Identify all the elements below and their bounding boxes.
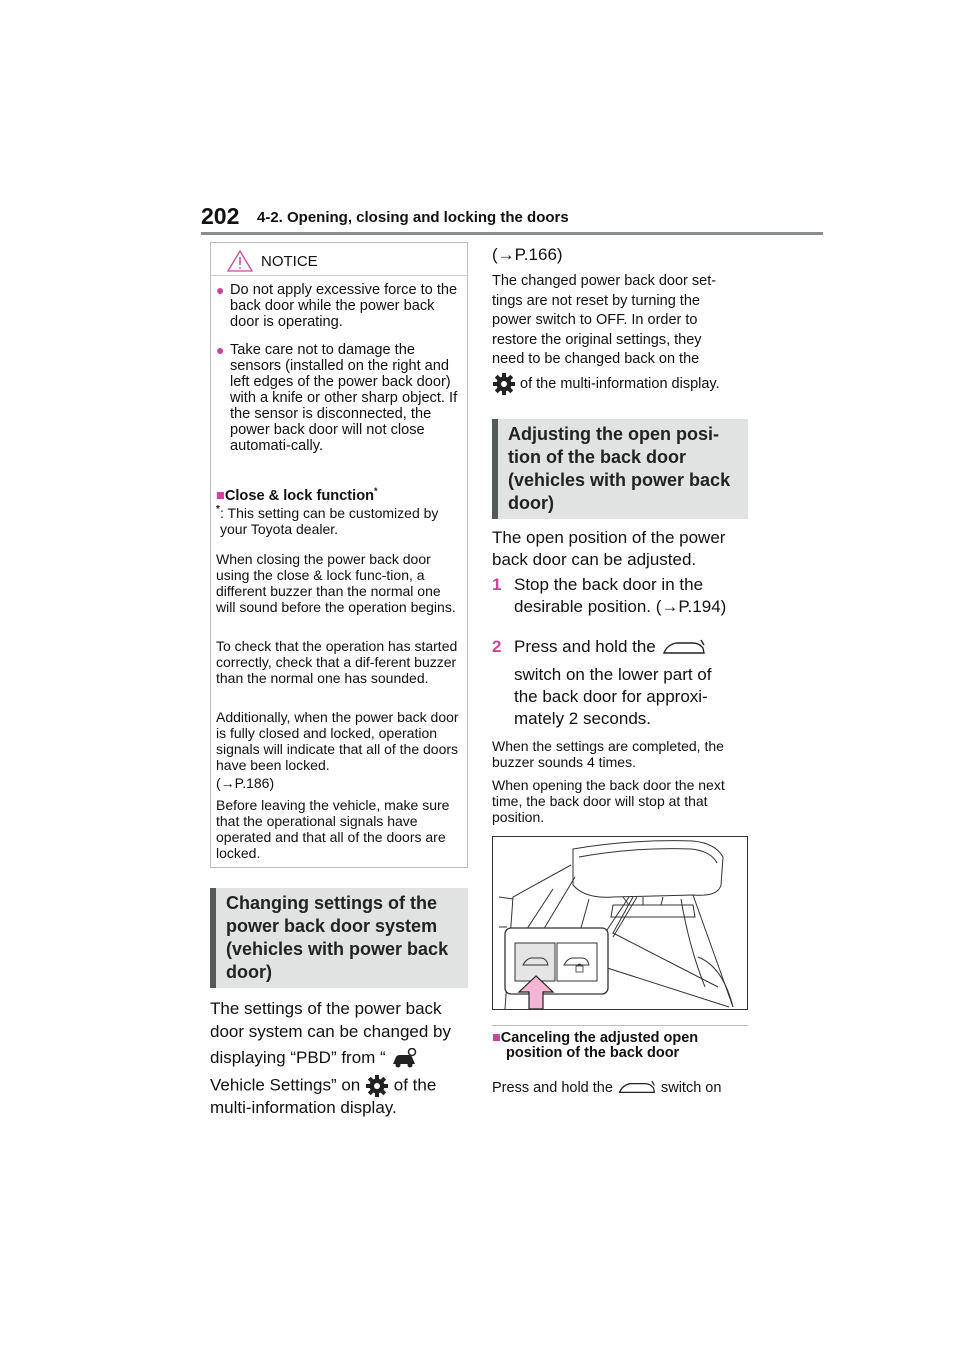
page-number: 202 (201, 203, 240, 229)
divider (492, 1025, 748, 1026)
notice-title: NOTICE (261, 253, 318, 270)
settings-note: The changed power back door set- tings are not reset by turning the power switch to OFF. In order to restore the original settings, they need to be changed back on the (492, 273, 717, 368)
step-1 (492, 574, 501, 596)
back-door-illustration (492, 836, 748, 1010)
step-2-text: switch on the lower part of (514, 665, 712, 684)
close-lock-paragraph: Additionally, when the power back door is fully closed and locked, operation signals will indicate that all of the doors have been locked. (216, 709, 459, 773)
step-number: 2 (492, 637, 502, 656)
notice-header (211, 243, 467, 276)
step-2 (492, 636, 501, 658)
step-1-text: desirable position. (→P.194) (514, 597, 727, 616)
square-bullet-icon: ■ (216, 487, 225, 504)
changing-settings-heading: Changing settings of the power back door system (vehicles with power back door) (210, 888, 468, 988)
bullet-icon: ● (216, 342, 225, 358)
canceling-title: ■Canceling the adjusted open position of the back door (492, 1030, 699, 1061)
vehicle-settings-icon (390, 1048, 418, 1070)
back-door-switch-icon (617, 1079, 657, 1097)
step-2-text: Press and hold the (514, 636, 707, 658)
close-lock-paragraph: Before leaving the vehicle, make sure that the operational signals have operated and that all of the doors are locked. (216, 797, 450, 861)
changing-text-line: Vehicle Settings” on of the (210, 1074, 436, 1098)
notice-bullet: ● Do not apply excessive force to the back door while the power back door is operating. (216, 282, 458, 330)
step-2-text: mately 2 seconds. (514, 709, 652, 728)
header-rule (201, 232, 823, 235)
adjusting-intro: The open position of the power (492, 528, 726, 547)
page-reference: (→P.166) (492, 245, 563, 264)
canceling-text: Press and hold the switch on (492, 1079, 722, 1096)
gear-icon (365, 1074, 389, 1098)
notice-box (210, 242, 468, 868)
close-lock-title: ■Close & lock function* (216, 486, 378, 504)
warning-icon (227, 250, 253, 272)
notice-bullet: ● Take care not to damage the sensors (installed on the right and left edges of the power back door) with a knife or other sharp object. If the sensor is disconnected, the power back door will not close automati-cally. (216, 342, 458, 454)
changing-text-line: The settings of the power back (210, 999, 442, 1018)
gear-icon (492, 372, 516, 396)
changing-text-line: multi-information display. (210, 1098, 397, 1117)
close-lock-paragraph: When closing the power back door using the close & lock func-tion, a different buzzer than the normal one will sound before the operation begins. (216, 551, 456, 615)
page-reference: (→P.186) (216, 775, 275, 791)
changing-text-line: displaying “PBD” from “ (210, 1047, 418, 1070)
adjusting-note: When opening the back door the next time, the back door will stop at that position. (492, 777, 725, 825)
changing-text-line: door system can be changed by (210, 1022, 451, 1041)
square-bullet-icon: ■ (492, 1030, 501, 1046)
adjusting-note: When the settings are completed, the buzzer sounds 4 times. (492, 738, 724, 770)
back-door-switch-icon (661, 638, 707, 658)
step-2-text: the back door for approxi- (514, 687, 708, 706)
footnote: * : This setting can be customized by your Toyota dealer. (216, 504, 439, 537)
adjusting-intro: back door can be adjusted. (492, 550, 697, 569)
section-title: 4-2. Opening, closing and locking the doors (257, 209, 569, 226)
step-1-text: Stop the back door in the (514, 575, 704, 594)
settings-note-last-line: of the multi-information display. (492, 372, 720, 396)
bullet-icon: ● (216, 282, 225, 298)
adjusting-heading: Adjusting the open posi- tion of the back door (vehicles with power back door) (492, 419, 748, 519)
step-number: 1 (492, 575, 502, 594)
close-lock-paragraph: To check that the operation has started correctly, check that a dif-ferent buzzer than the normal one has sounded. (216, 638, 458, 686)
back-door-drawing (493, 837, 747, 1009)
